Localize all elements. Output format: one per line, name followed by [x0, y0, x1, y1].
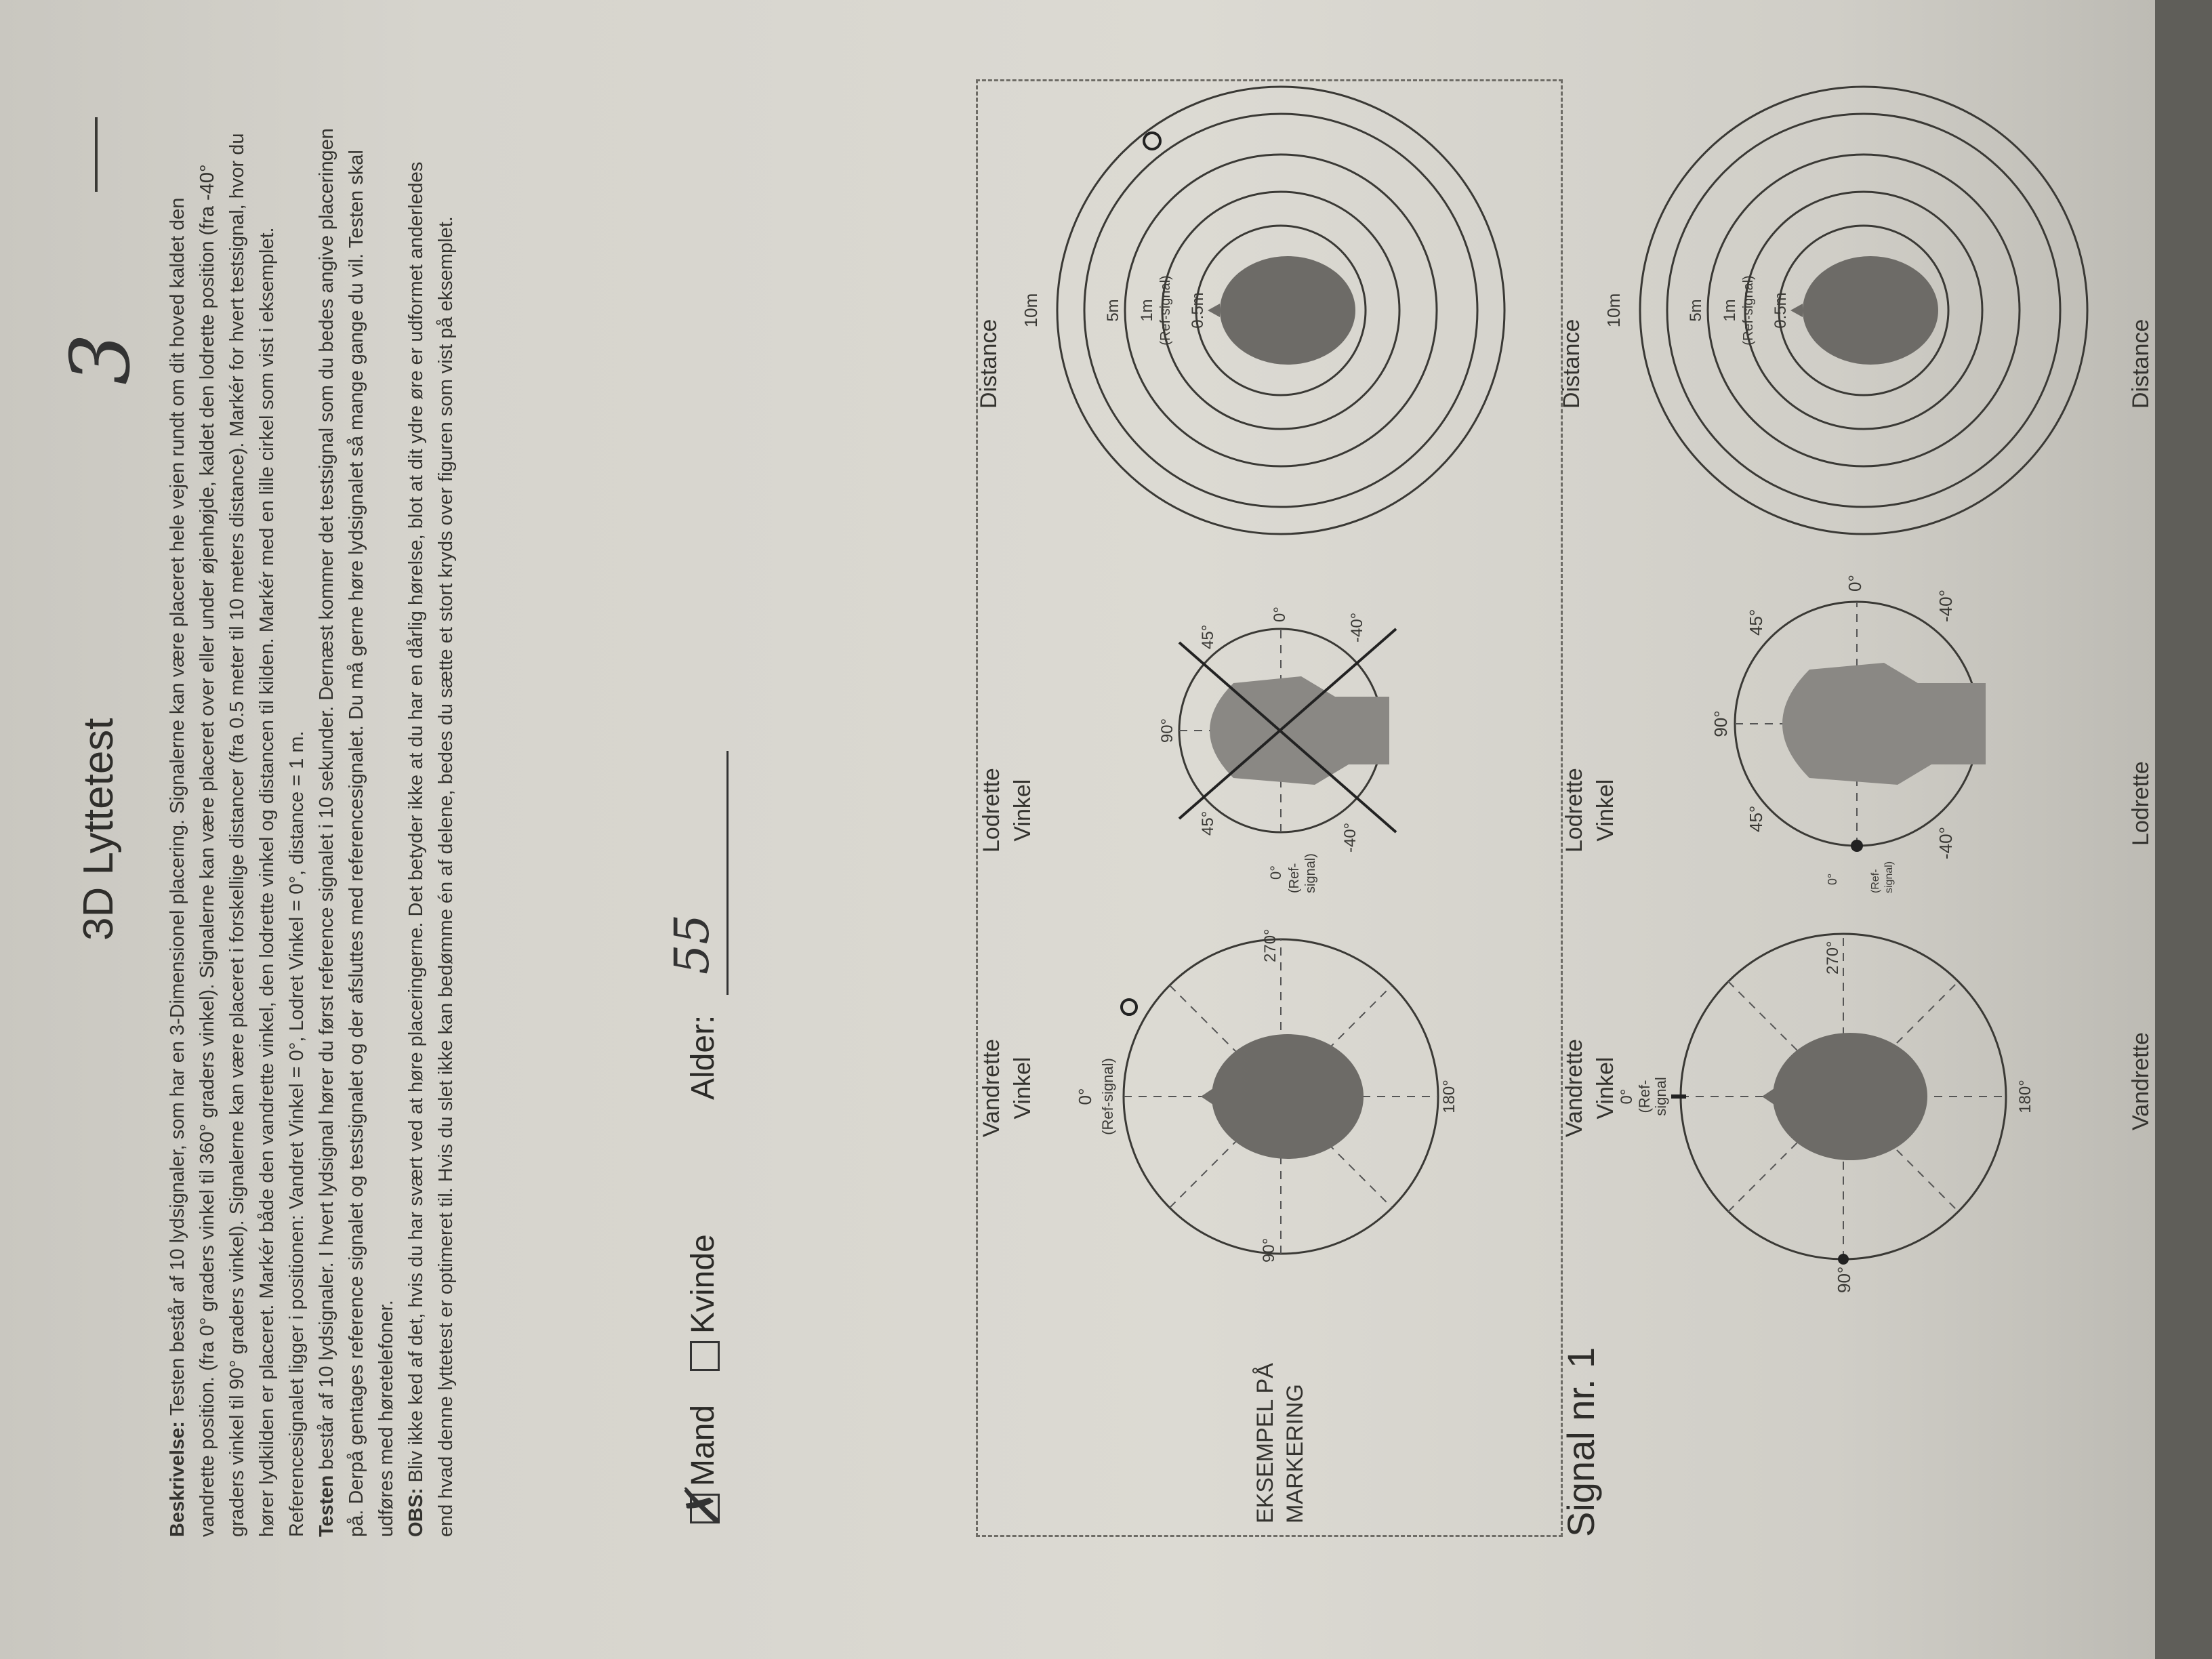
nose-icon [1208, 304, 1220, 317]
next-row-distance: Distance [2128, 319, 2154, 409]
signal1-horizontal-title-2: Vinkel [1593, 1057, 1618, 1120]
example-v-45-left: 45° [1199, 811, 1217, 836]
signal1-vertical-title-2: Vinkel [1593, 779, 1618, 842]
signal1-h-270: 270° [1824, 941, 1842, 975]
signal1-d-10: 10m [1603, 293, 1624, 328]
example-vertical-diagram [1078, 548, 1457, 900]
test-label: Testen [316, 1475, 337, 1537]
signal1-d-5: 5m [1687, 299, 1705, 322]
description-paragraph: Beskrivelse: Testen består af 10 lydsignaler, som har en 3-Dimensionel placering. Signalerne kan være placeret hele vejen rundt om dit hoved kaldet den vandrette position. (fra 0° graders vinkel til 360° graders vinkel). Signalerne kan være placeret over eller under øjenhøjde, kaldet den lodrette position (fra -40° graders vinkel til 90° graders vinkel). Signalerne kan være placeret i forskellige distancer (fra 0.5 meter til 10 meters distance). Markér for hvert testsignal, hvor du hører lydkilden er placeret. Markér både den vandrette vinkel, den lodrette vinkel og distancen til kilden. Markér med en lille cirkel som vist i eksemplet. [167, 133, 278, 1537]
signal1-v-m40-right: -40° [1936, 590, 1956, 622]
signal1-v-45-right: 45° [1746, 609, 1766, 636]
signal1-vertical-title [1559, 768, 1621, 853]
signal1-v-ref-0: 0° [1826, 873, 1839, 885]
kvinde-checkbox[interactable] [690, 1341, 720, 1371]
signal1-horizontal-diagram[interactable] [1620, 920, 2040, 1259]
page-title: 3D Lyttetest [75, 718, 122, 941]
head-top-icon [1773, 1033, 1927, 1160]
signal1-distance-diagram[interactable] [1593, 73, 2108, 548]
signal1-v-0: 0° [1845, 575, 1865, 592]
mand-label: Mand [685, 1404, 721, 1486]
nose-icon [1762, 1088, 1774, 1105]
next-row-vandrette: Vandrette [2128, 1032, 2154, 1130]
signal1-v-ref-2: signal) [1883, 861, 1895, 893]
example-h-90: 90° [1260, 1237, 1278, 1263]
test-text: består af 10 lydsignaler. I hvert lydsignal hører du først reference signalet i 10 sekunder. Dernæst kommer det testsignal som du bedes angive placeringen på. Derpå gentages reference signalet og testsignalet og der afsluttes med referencesignalet. Du må gerne høre lydsignalet så mange gange du vil. Testen skal udføres med høretelefoner. [316, 128, 397, 1537]
test-paragraph [312, 127, 401, 1537]
signal1-horizontal-title [1559, 1039, 1621, 1137]
example-distance-title: Distance [976, 319, 1002, 409]
example-vertical-title-2: Vinkel [1010, 779, 1036, 842]
head-top-icon [1803, 256, 1938, 365]
signal1-d-05: 0.5m [1771, 292, 1790, 329]
signal1-v-90: 90° [1711, 710, 1731, 737]
example-distance-mark [1144, 133, 1160, 149]
signal1-h-180: 180° [2016, 1080, 2034, 1113]
kvinde-label: Kvinde [685, 1234, 721, 1334]
next-row-lodrette: Lodrette [2128, 761, 2154, 846]
example-label-line2: MARKERING [1282, 1384, 1308, 1523]
signal1-d-1: 1m [1721, 299, 1739, 322]
obs-paragraph: OBS: Bliv ikke ked af det, hvis du har svært ved at høre placeringerne. Det betyder ikke at du har en dårlig hørelse, blot at dit ydre øre er udformet anderledes end hvad denne lyttetest er optimeret til. Hvis du slet ikke kan bedømme én af delene, bedes du sætte et stort kryds over figuren som vist på eksemplet. [405, 161, 457, 1537]
example-label [1250, 1363, 1310, 1523]
obs-label: OBS [405, 1494, 427, 1537]
example-horizontal-diagram [1075, 920, 1458, 1263]
example-v-ref-2: signal) [1303, 853, 1318, 893]
signal1-h-ref-1: (Ref- [1636, 1080, 1653, 1113]
example-label-line1: EKSEMPEL PÅ [1252, 1363, 1278, 1523]
signal1-v-ref-1: (Ref- [1870, 869, 1881, 893]
example-d-05: 0.5m [1189, 292, 1207, 329]
example-h-270: 270° [1261, 928, 1279, 962]
mand-check-mark: ✗ [675, 1489, 731, 1529]
example-horizontal-title-2: Vinkel [1010, 1057, 1036, 1120]
example-d-1-ref: (Ref-signal) [1158, 275, 1173, 346]
head-side-icon [1782, 663, 1986, 785]
example-vertical-title-1: Lodrette [979, 768, 1004, 853]
example-h-ref: (Ref-signal) [1099, 1058, 1116, 1135]
example-d-1: 1m [1138, 299, 1156, 322]
example-v-90: 90° [1158, 718, 1176, 743]
example-v-m40-right: -40° [1348, 612, 1366, 642]
example-h-180: 180° [1440, 1080, 1458, 1113]
signal1-h-ref-2: signal [1652, 1077, 1669, 1116]
example-vertical-title [976, 768, 1038, 853]
signal1-vertical-diagram[interactable] [1633, 548, 2040, 900]
example-v-ref-0: 0° [1267, 865, 1284, 880]
example-distance-diagram [1010, 73, 1525, 548]
gender-age-row [664, 575, 732, 1529]
example-horizontal-title [976, 1039, 1038, 1137]
alder-line [726, 751, 729, 995]
signal1-horizontal-title-1: Vandrette [1561, 1039, 1587, 1137]
reference-paragraph: Referencesignalet ligger i positionen: Vandret Vinkel = 0°, Lodret Vinkel = 0°, distance = 1 m. [286, 731, 308, 1537]
example-v-0: 0° [1271, 607, 1289, 622]
obs-text: Bliv ikke ked af det, hvis du har svært ved at høre placeringerne. Det betyder ikke at du har en dårlig hørelse, blot at dit ydre øre er udformet anderledes end hvad denne lyttetest er optimeret til. Hvis du slet ikke kan bedømme én af delene, bedes du sætte et stort kryds over figuren som vist på eksemplet. [405, 161, 457, 1537]
example-d-10: 10m [1021, 293, 1041, 328]
nose-icon [1790, 304, 1803, 317]
description-text: Testen består af 10 lydsignaler, som har en 3-Dimensionel placering. Signalerne kan være placeret hele vejen rundt om dit hoved kaldet den vandrette position. (fra 0° graders vinkel til 360° graders vinkel). Signalerne kan være placeret over eller under øjenhøjde, kaldet den lodrette position (fra -40° graders vinkel til 90° graders vinkel). Signalerne kan være placeret i forskellige distancer (fra 0.5 meter til 10 meters distance). Markér for hvert testsignal, hvor du hører lydkilden er placeret. Markér både den vandrette vinkel, den lodrette vinkel og distancen til kilden. Markér med en lille cirkel som vist i eksemplet. [167, 133, 278, 1537]
signal1-mark-90 [1838, 1254, 1849, 1265]
signal1-vertical-mark [1851, 840, 1863, 852]
signal1-vertical-title-1: Lodrette [1561, 768, 1587, 853]
signal-1-label: Signal nr. 1 [1559, 1347, 1602, 1537]
example-v-45-right: 45° [1199, 624, 1217, 649]
example-d-5: 5m [1104, 299, 1122, 322]
head-top-icon [1212, 1034, 1364, 1159]
signal1-v-m40-left: -40° [1936, 827, 1956, 859]
description-label: Beskrivelse [167, 1427, 188, 1537]
example-v-m40-left: -40° [1341, 822, 1359, 853]
header-dash [95, 117, 98, 192]
signal1-d-1-ref: (Ref-signal) [1741, 275, 1756, 346]
example-horizontal-title-1: Vandrette [979, 1039, 1004, 1137]
signal1-v-45-left: 45° [1746, 805, 1766, 832]
head-top-icon [1220, 256, 1355, 365]
description-block [163, 127, 461, 1537]
signal1-distance-title: Distance [1559, 319, 1584, 409]
alder-value[interactable]: 55 [664, 914, 720, 975]
alder-label: Alder: [685, 1015, 721, 1100]
example-mark-circle [1122, 1000, 1136, 1015]
page-number: 3 [54, 333, 148, 385]
signal1-h-90: 90° [1834, 1266, 1854, 1293]
nose-icon [1201, 1088, 1213, 1105]
example-h-0: 0° [1075, 1088, 1095, 1105]
signal1-h-ref-0: 0° [1618, 1088, 1636, 1105]
example-v-ref-1: (Ref- [1287, 863, 1302, 893]
